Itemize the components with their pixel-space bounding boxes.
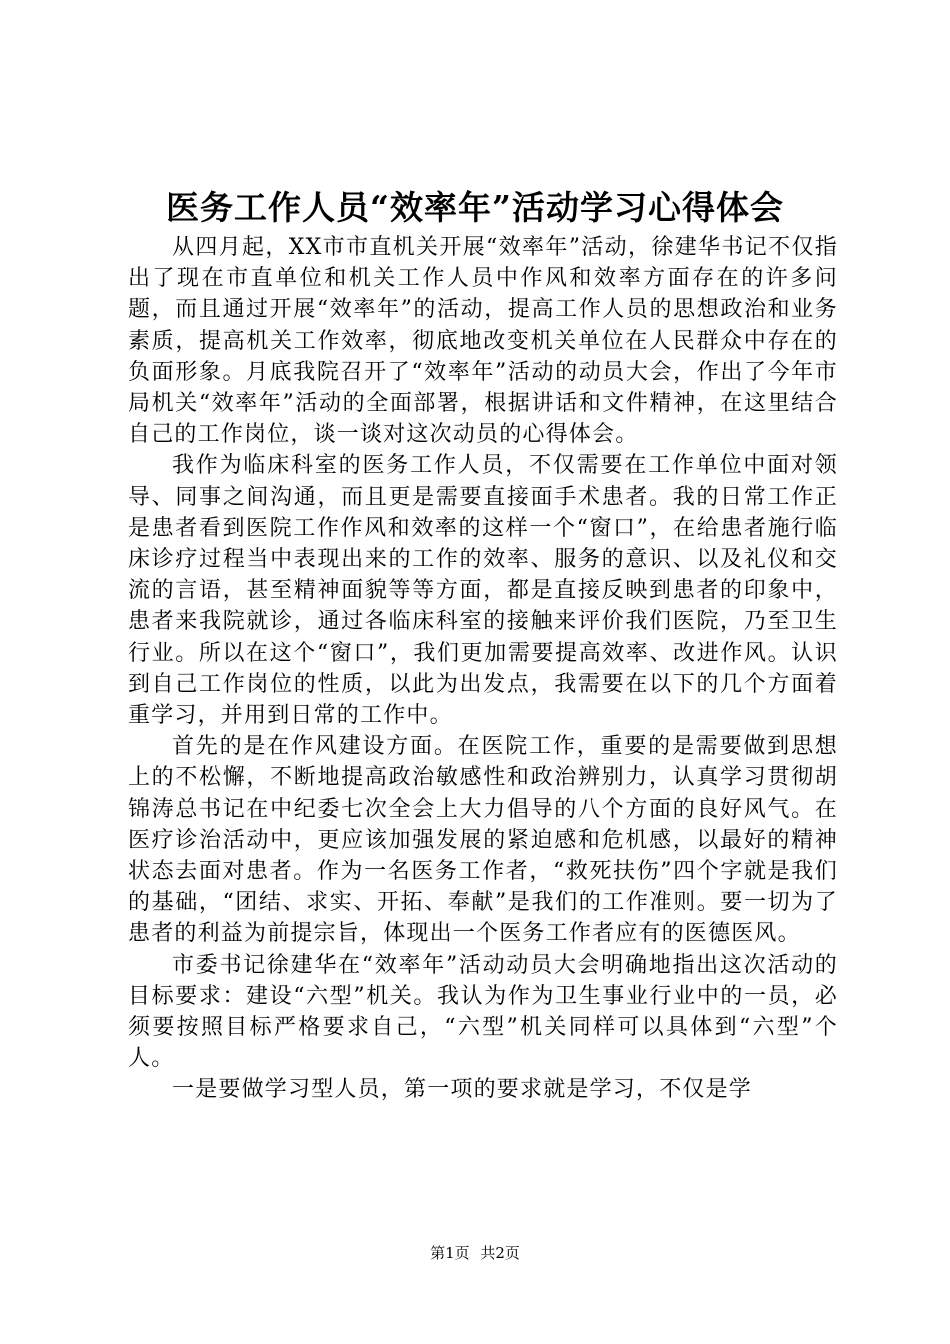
paragraph-4: 市委书记徐建华在“效率年”活动动员大会明确地指出这次活动的目标要求：建设“六型”机关。我认为作为卫生事业行业中的一员，必须要按照目标严格要求自己，“六型”机关同样可以具体到“六型”个人。 xyxy=(128,952,838,1072)
paragraph-2: 我作为临床科室的医务工作人员，不仅需要在工作单位中面对领导、同事之间沟通，而且更是需要直接面手术患者。我的日常工作正是患者看到医院工作作风和效率的这样一个“窗口”，在给患者施行临床诊疗过程当中表现出来的工作的效率、服务的意识、以及礼仪和交流的言语，甚至精神面貌等等方面，都是直接反映到患者的印象中，患者来我院就诊，通过各临床科室的接触来评价我们医院，乃至卫生行业。所以在这个“窗口”，我们更加需要提高效率、改进作风。认识到自己工作岗位的性质，以此为出发点，我需要在以下的几个方面着重学习，并用到日常的工作中。 xyxy=(128,453,838,729)
page-total: 共2页 xyxy=(480,1244,520,1262)
document-body xyxy=(128,232,838,1106)
paragraph-1: 从四月起，XX市市直机关开展“效率年”活动，徐建华书记不仅指出了现在市直单位和机关工作人员中作风和效率方面存在的许多问题，而且通过开展“效率年”的活动，提高工作人员的思想政治和业务素质，提高机关工作效率，彻底地改变机关单位在人民群众中存在的负面形象。月底我院召开了“效率年”活动的动员大会，作出了今年市局机关“效率年”活动的全面部署，根据讲话和文件精神，在这里结合自己的工作岗位，谈一谈对这次动员的心得体会。 xyxy=(128,235,838,448)
paragraph-5: 一是要做学习型人员，第一项的要求就是学习，不仅是学 xyxy=(172,1077,753,1103)
page-number: 第1页 xyxy=(430,1244,470,1262)
paragraph-3: 首先的是在作风建设方面。在医院工作，重要的是需要做到思想上的不松懈，不断地提高政治敏感性和政治辨别力，认真学习贯彻胡锦涛总书记在中纪委七次全会上大力倡导的八个方面的良好风气。在医疗诊治活动中，更应该加强发展的紧迫感和危机感，以最好的精神状态去面对患者。作为一名医务工作者，“救死扶伤”四个字就是我们的基础，“团结、求实、开拓、奉献”是我们的工作准则。要一切为了患者的利益为前提宗旨，体现出一个医务工作者应有的医德医风。 xyxy=(128,734,838,947)
document-title: 医务工作人员“效率年”活动学习心得体会 xyxy=(166,188,784,227)
page-footer xyxy=(0,1243,950,1263)
